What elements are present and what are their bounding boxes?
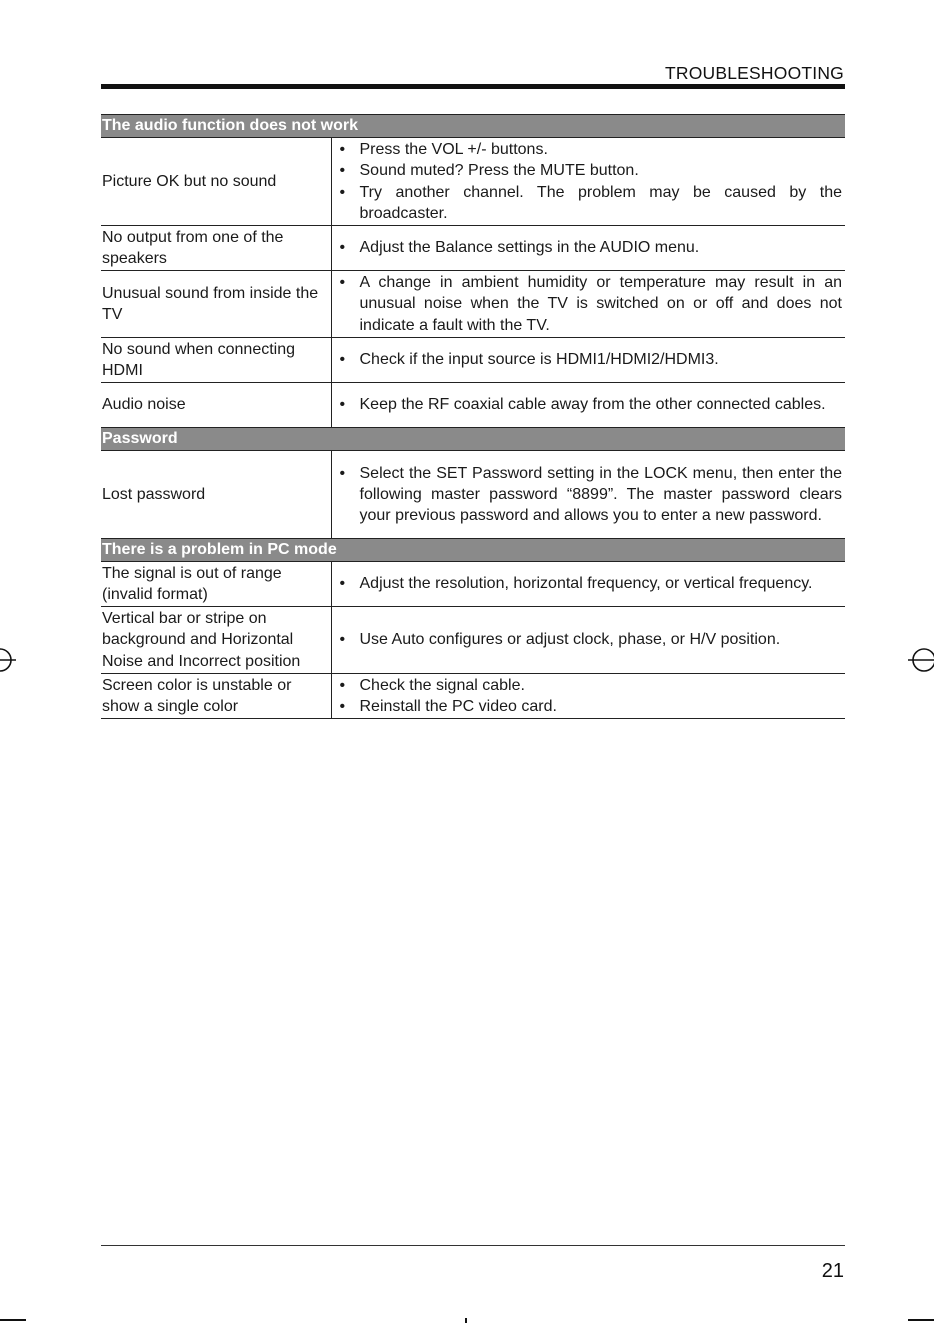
table-row <box>101 271 845 338</box>
solution-cell <box>331 562 845 607</box>
crop-mark <box>465 1318 467 1323</box>
solution-item: • Sound muted? Press the MUTE button. <box>340 160 843 181</box>
symptom-cell: Unusual sound from inside the TV <box>101 271 331 338</box>
crop-mark <box>0 1319 26 1321</box>
symptom-cell: No sound when connecting HDMI <box>101 338 331 383</box>
symptom-cell: Lost password <box>101 451 331 539</box>
table-row <box>101 383 845 428</box>
solution-item: • Check if the input source is HDMI1/HDMI2/HDMI3. <box>340 349 843 370</box>
symptom-cell: Screen color is unstable or show a single color <box>101 674 331 719</box>
section-header-audio <box>101 115 845 138</box>
registration-mark-icon <box>0 645 16 675</box>
symptom-cell: Picture OK but no sound <box>101 138 331 226</box>
section-title: Password <box>101 428 845 451</box>
solution-cell <box>331 226 845 271</box>
solution-item: • Try another channel. The problem may be caused by the broadcaster. <box>340 182 843 224</box>
solution-cell <box>331 271 845 338</box>
section-title: The audio function does not work <box>101 115 845 138</box>
registration-mark-icon <box>908 645 934 675</box>
footer-rule <box>101 1245 845 1246</box>
crop-mark <box>908 1319 934 1321</box>
section-header-password <box>101 428 845 451</box>
solution-cell <box>331 338 845 383</box>
table-row <box>101 226 845 271</box>
troubleshooting-table <box>101 114 845 719</box>
solution-item: • Check the signal cable. <box>340 675 843 696</box>
header-rule <box>101 84 845 89</box>
table-row <box>101 338 845 383</box>
symptom-cell: The signal is out of range (invalid format) <box>101 562 331 607</box>
solution-item: • Use Auto configures or adjust clock, phase, or H/V position. <box>340 629 843 650</box>
solution-cell <box>331 674 845 719</box>
solution-item: • Keep the RF coaxial cable away from the other connected cables. <box>340 394 843 415</box>
page-header-title: TROUBLESHOOTING <box>665 63 844 83</box>
solution-item: • Select the SET Password setting in the LOCK menu, then enter the following master password “8899”. The master password clears your previous password and allows you to enter a new password. <box>340 463 843 527</box>
symptom-cell: Vertical bar or stripe on background and Horizontal Noise and Incorrect position <box>101 607 331 674</box>
table-row <box>101 451 845 539</box>
table-row <box>101 607 845 674</box>
table-row <box>101 138 845 226</box>
solution-item: • Press the VOL +/- buttons. <box>340 139 843 160</box>
solution-item: • Reinstall the PC video card. <box>340 696 843 717</box>
solution-cell <box>331 451 845 539</box>
solution-cell <box>331 607 845 674</box>
section-header-pc-mode <box>101 539 845 562</box>
table-row <box>101 562 845 607</box>
symptom-cell: Audio noise <box>101 383 331 428</box>
solution-item: • Adjust the resolution, horizontal frequency, or vertical frequency. <box>340 573 843 594</box>
section-title: There is a problem in PC mode <box>101 539 845 562</box>
page-number: 21 <box>821 1260 844 1282</box>
table-row <box>101 674 845 719</box>
solution-cell <box>331 383 845 428</box>
solution-cell <box>331 138 845 226</box>
solution-item: • A change in ambient humidity or temperature may result in an unusual noise when the TV is switched on or off and does not indicate a fault with the TV. <box>340 272 843 336</box>
symptom-cell: No output from one of the speakers <box>101 226 331 271</box>
solution-item: • Adjust the Balance settings in the AUDIO menu. <box>340 237 843 258</box>
